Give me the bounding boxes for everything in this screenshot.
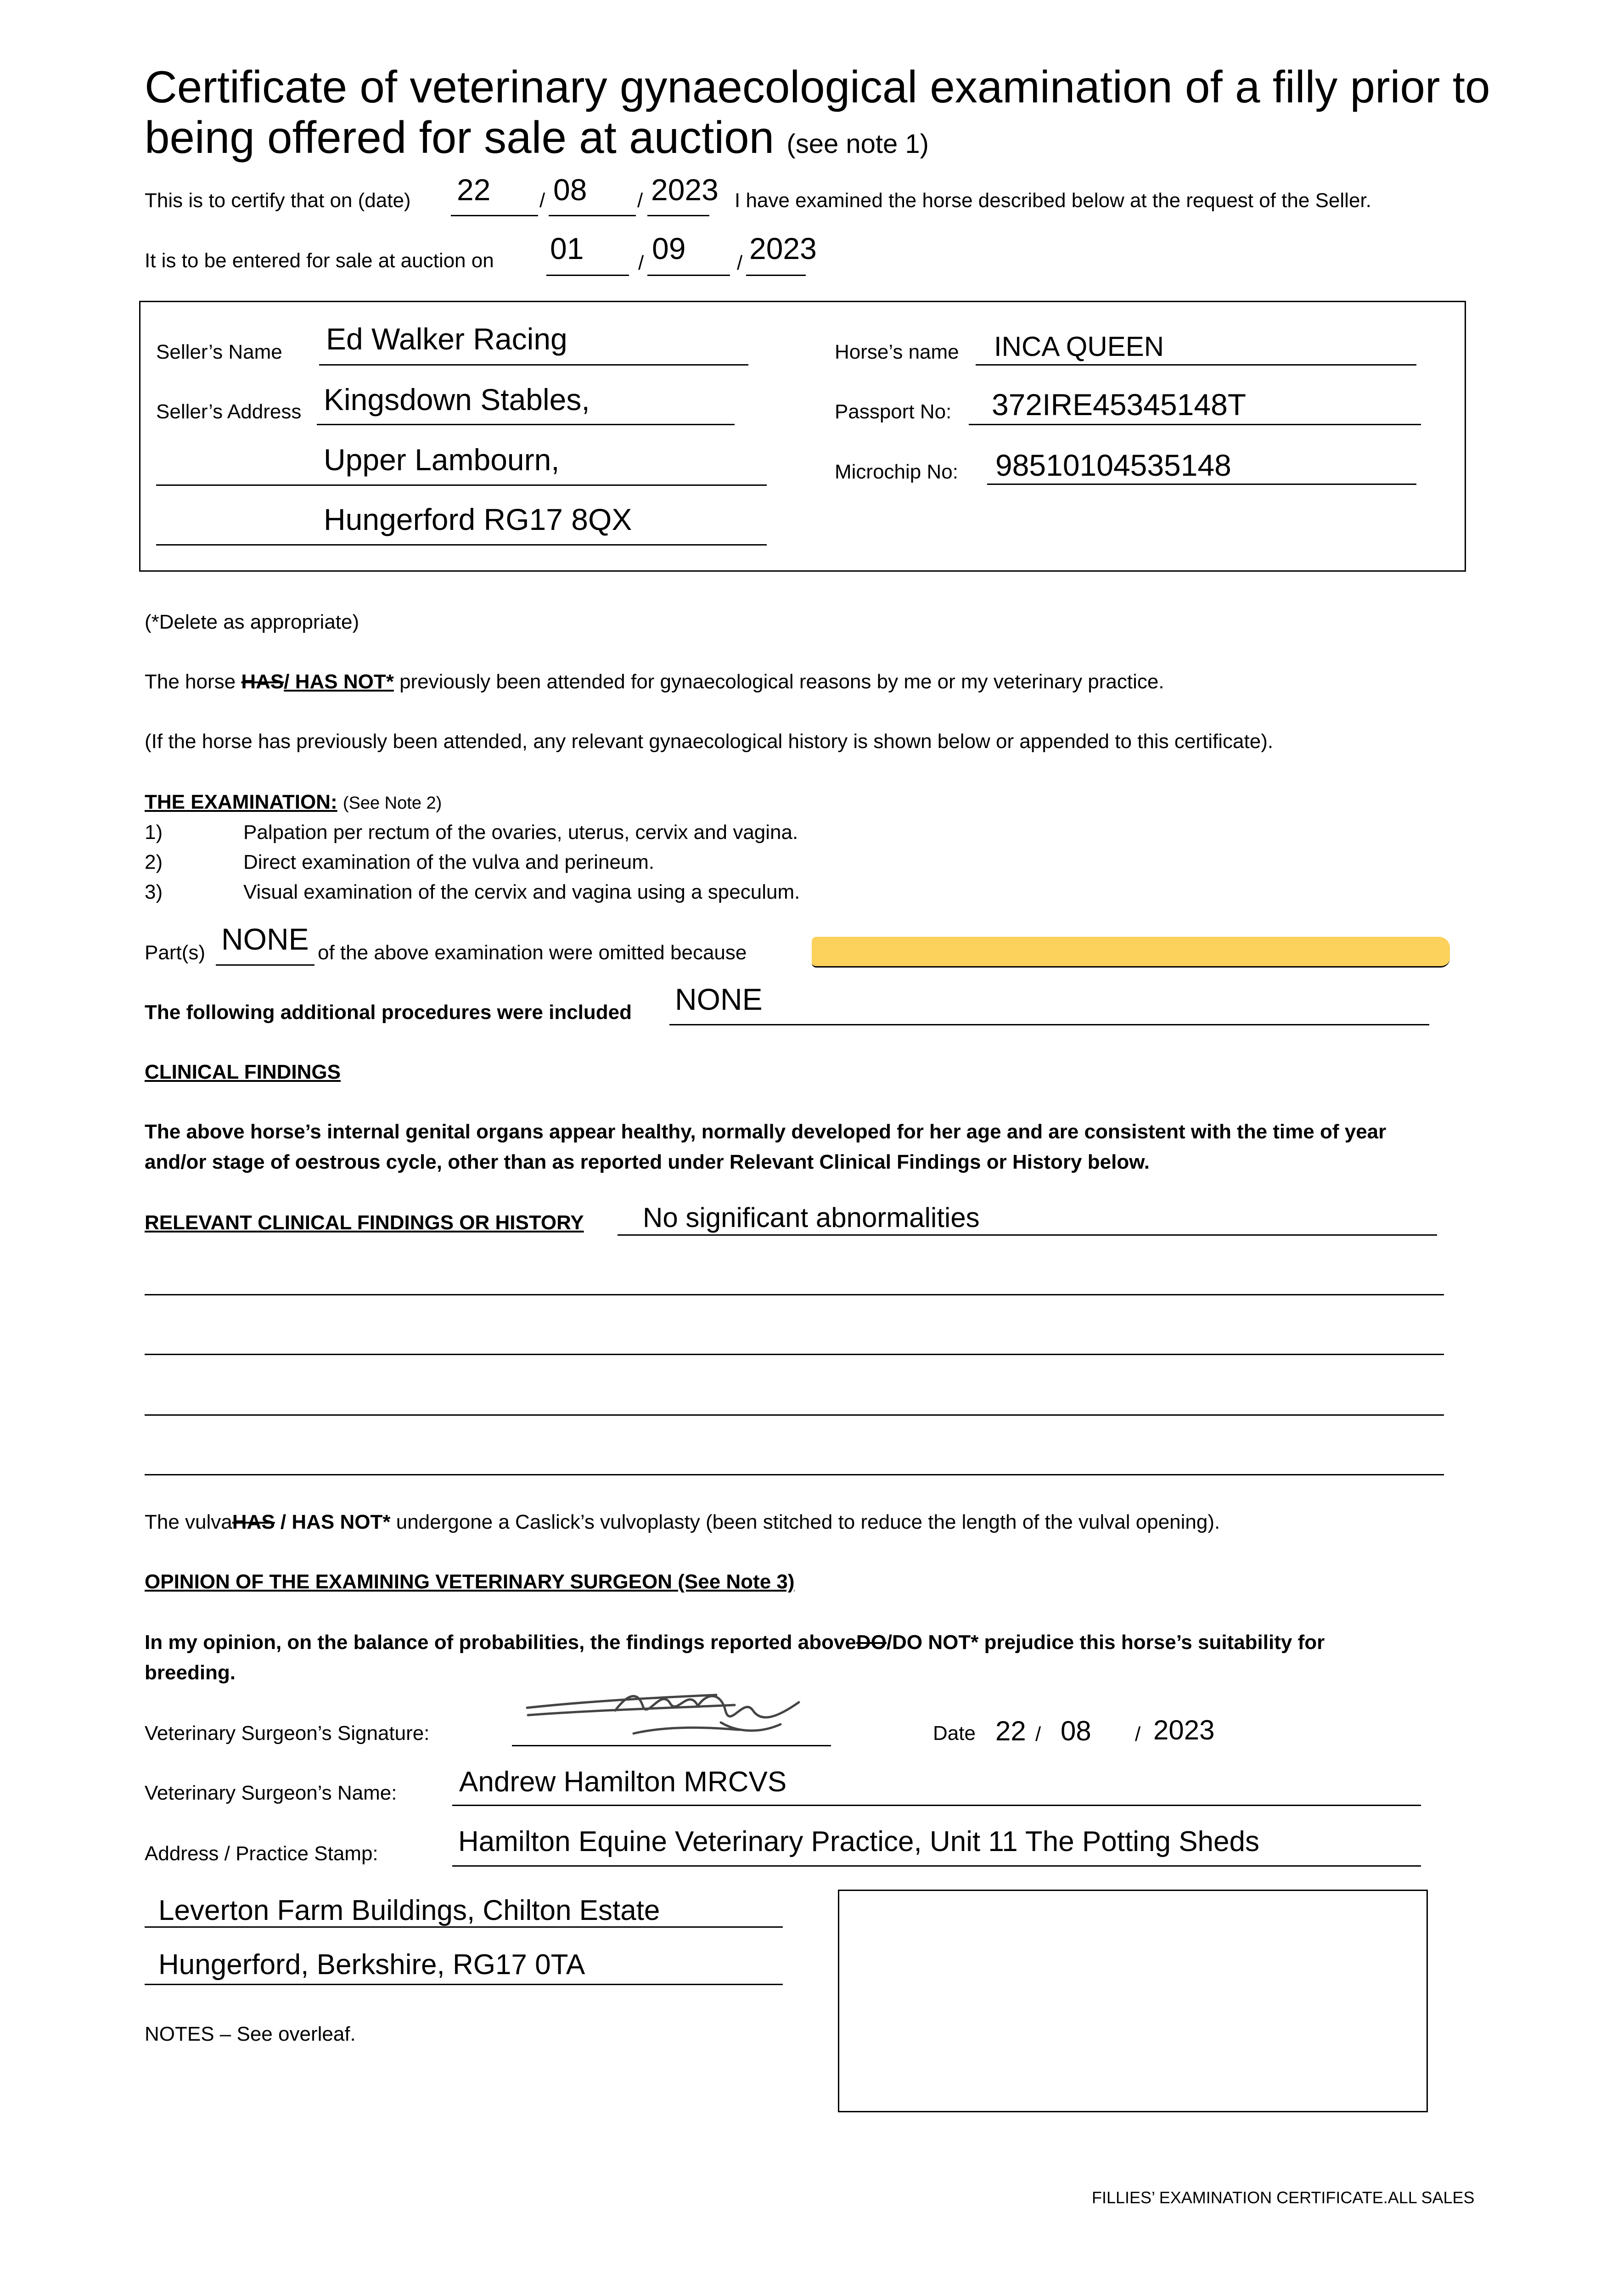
certify-day[interactable]: 22 [457,173,491,207]
passport-line [969,424,1421,425]
additional-label: The following additional procedures were included [145,1001,632,1024]
auction-prefix: It is to be entered for sale at auction on [145,249,494,272]
exam-item-1-text: Palpation per rectum of the ovaries, uterus, cervix and vagina. [243,821,798,844]
surgeon-name-line [452,1805,1421,1806]
auction-day-line [546,275,629,276]
attended-has-struck: HAS [241,670,284,693]
certify-year-line [647,215,709,216]
practice-address-2[interactable]: Leverton Farm Buildings, Chilton Estate [158,1895,660,1926]
practice-stamp-box[interactable] [838,1890,1428,2112]
additional-line [669,1024,1429,1025]
certify-year[interactable]: 2023 [651,173,719,207]
seller-address-label: Seller’s Address [156,400,302,423]
seller-address-1[interactable]: Kingsdown Stables, [324,383,590,416]
seller-name-line [319,364,748,366]
passport-number[interactable]: 372IRE45345148T [992,388,1247,422]
relevant-findings-line-4 [145,1474,1444,1475]
certify-month-line [549,215,636,216]
surgeon-name[interactable]: Andrew Hamilton MRCVS [459,1766,787,1798]
auction-month[interactable]: 09 [652,231,686,265]
seller-name[interactable]: Ed Walker Racing [326,322,567,356]
vulva-has-not: / HAS NOT* [280,1511,391,1533]
omitted-reason-highlight[interactable] [812,937,1450,968]
title-line-1: Certificate of veterinary gynaecological examination of a filly prior to [145,62,1490,112]
horse-name-line [976,364,1416,366]
examination-heading-text: THE EXAMINATION: [145,791,337,813]
date-month[interactable]: 08 [1061,1716,1091,1746]
certify-day-line [451,215,538,216]
vulva-has-struck: HAS [232,1511,275,1533]
auction-year-line [746,275,806,276]
seller-address-line-2 [156,484,767,486]
page-title [145,62,1490,163]
exam-item-3-num: 3) [145,881,163,903]
attended-prefix: The horse [145,670,236,693]
horse-name-label: Horse’s name [835,341,959,363]
certify-month[interactable]: 08 [553,173,587,207]
auction-month-line [647,275,730,276]
vulva-suffix: undergone a Caslick’s vulvoplasty (been stitched to reduce the length of the vulval opening). [396,1511,1220,1533]
microchip-label: Microchip No: [835,461,958,483]
relevant-findings-line-3 [145,1414,1444,1416]
additional-value[interactable]: NONE [675,982,763,1016]
microchip-line [987,484,1416,485]
relevant-findings-line-0 [618,1234,1437,1236]
opinion-text-1-suffix: /DO NOT* prejudice this horse’s suitability for [886,1631,1325,1654]
title-note: (see note 1) [786,129,929,159]
opinion-text-2: breeding. [145,1661,236,1684]
practice-address-label: Address / Practice Stamp: [145,1842,378,1865]
clinical-heading: CLINICAL FINDINGS [145,1061,341,1083]
passport-label: Passport No: [835,400,952,423]
attended-statement [145,670,1164,694]
date-sep-2: / [1135,1723,1141,1745]
parts-value[interactable]: NONE [221,922,309,956]
seller-address-line-3 [156,544,767,546]
date-sep-1: / [1035,1723,1041,1745]
opinion-do-struck: DO [856,1631,887,1654]
vulva-statement [145,1511,1220,1534]
exam-item-3-text: Visual examination of the cervix and vagina using a speculum. [243,881,800,903]
vulva-prefix: The vulva [145,1511,232,1533]
signature-label: Veterinary Surgeon’s Signature: [145,1722,430,1745]
relevant-findings-label: RELEVANT CLINICAL FINDINGS OR HISTORY [145,1211,584,1234]
auction-year[interactable]: 2023 [749,231,817,265]
auction-day[interactable]: 01 [550,231,584,265]
seller-name-label: Seller’s Name [156,341,282,363]
parts-prefix: Part(s) [145,941,205,964]
relevant-findings-value[interactable]: No significant abnormalities [643,1202,980,1233]
certify-sep-2: / [637,189,643,212]
attended-suffix: previously been attended for gynaecological reasons by me or my veterinary practice. [399,670,1164,693]
signature-scribble [523,1678,817,1747]
surgeon-name-label: Veterinary Surgeon’s Name: [145,1782,397,1804]
examination-heading [145,791,442,814]
notes-reference: NOTES – See overleaf. [145,2023,356,2045]
auction-sep-2: / [737,252,743,274]
auction-sep-1: / [638,252,644,274]
date-year[interactable]: 2023 [1153,1715,1215,1745]
relevant-findings-line-2 [145,1354,1444,1355]
opinion-heading: OPINION OF THE EXAMINING VETERINARY SURGEON (See Note 3) [145,1570,795,1593]
examination-heading-note: (See Note 2) [343,793,442,813]
seller-address-2[interactable]: Upper Lambourn, [324,443,560,477]
practice-address-line-2 [145,1926,783,1928]
parts-suffix: of the above examination were omitted because [318,941,747,964]
practice-address-line-1 [452,1865,1421,1867]
certify-prefix: This is to certify that on (date) [145,189,411,212]
parts-value-line [216,964,314,966]
attended-has-not: / HAS NOT* [284,670,394,693]
footer-label: FILLIES’ EXAMINATION CERTIFICATE.ALL SALES [1092,2188,1475,2207]
certify-sep-1: / [539,189,545,212]
date-day[interactable]: 22 [995,1716,1026,1746]
title-line-2 [145,113,1490,163]
practice-address-line-3 [145,1984,783,1985]
seller-address-line-1 [317,424,735,425]
exam-item-2-text: Direct examination of the vulva and perineum. [243,851,655,873]
title-line-2-text: being offered for sale at auction [145,112,775,163]
seller-address-3[interactable]: Hungerford RG17 8QX [324,502,632,536]
relevant-findings-line-1 [145,1294,1444,1295]
date-label: Date [933,1722,976,1745]
opinion-text-1 [145,1631,1325,1654]
opinion-text-1-prefix: In my opinion, on the balance of probabilities, the findings reported above [145,1631,856,1654]
delete-note: (*Delete as appropriate) [145,611,359,633]
exam-item-1-num: 1) [145,821,163,844]
certify-suffix: I have examined the horse described below at the request of the Seller. [735,189,1371,212]
horse-name[interactable]: INCA QUEEN [994,331,1164,362]
exam-item-2-num: 2) [145,851,163,873]
clinical-statement-2: and/or stage of oestrous cycle, other than as reported under Relevant Clinical Findings or History below. [145,1151,1150,1173]
history-note: (If the horse has previously been attended, any relevant gynaecological history is shown below or appended to this certificate). [145,730,1274,753]
practice-address-1[interactable]: Hamilton Equine Veterinary Practice, Unit 11 The Potting Sheds [458,1826,1259,1857]
clinical-statement-1: The above horse’s internal genital organs appear healthy, normally developed for her age and are consistent with the time of year [145,1120,1387,1143]
microchip-number[interactable]: 98510104535148 [995,448,1231,482]
practice-address-3[interactable]: Hungerford, Berkshire, RG17 0TA [158,1949,585,1981]
